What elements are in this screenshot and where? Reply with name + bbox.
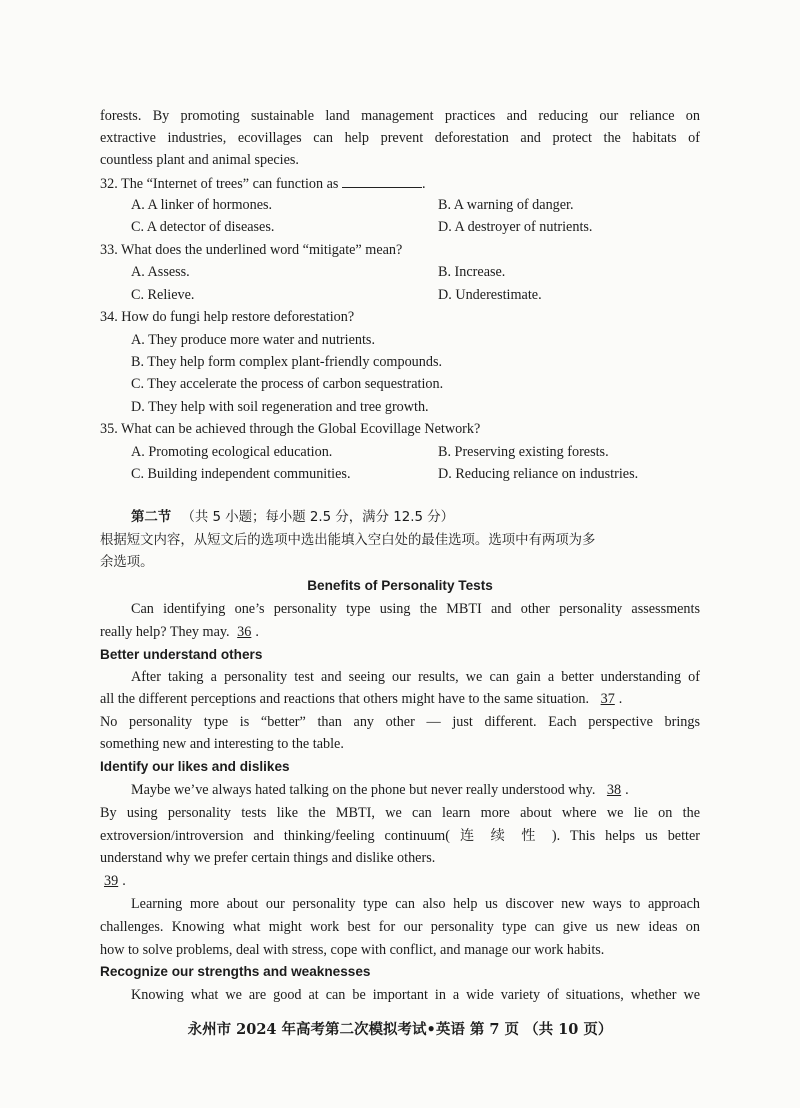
option-b: B. A warning of danger.: [438, 197, 574, 213]
answer-blank: [342, 173, 422, 188]
passage-line: countless plant and animal species.: [100, 152, 299, 168]
paragraph-text: Maybe we’ve always hated talking on the phone but never really understood why.: [131, 782, 596, 798]
blank-38: 38: [606, 782, 622, 798]
paragraph-line: how to solve problems, deal with stress, cope with conflict, and manage our work habits.: [100, 942, 605, 958]
question-33-stem: 33. What does the underlined word “mitigate” mean?: [100, 242, 403, 258]
paragraph-line: 39 .: [100, 871, 126, 891]
paragraph-line: After taking a personality test and seeing our results, we can gain a better understanding of: [131, 669, 700, 685]
question-35-stem: 35. What can be achieved through the Global Ecovillage Network?: [100, 421, 481, 437]
option-d: D. Underestimate.: [438, 287, 542, 303]
option-b: B. Increase.: [438, 264, 506, 280]
option-c: C. They accelerate the process of carbon sequestration.: [131, 376, 444, 392]
question-32-stem: [100, 173, 426, 194]
paragraph-line: Knowing what we are good at can be important in a wide variety of situations, whether we: [131, 987, 700, 1003]
paragraph-line: Can identifying one’s personality type using the MBTI and other personality assessments: [131, 601, 700, 617]
paragraph-text: really help? They may.: [100, 624, 230, 640]
paragraph-line: challenges. Knowing what might work best for our personality type can give us new ideas on: [100, 919, 700, 935]
paragraph-line: Learning more about our personality type can also help us discover new ways to approach: [131, 896, 700, 912]
page-footer: 永州市 2024 年高考第二次模拟考试•英语 第 7 页 （共 10 页）: [187, 1021, 613, 1038]
paragraph-line: No personality type is “better” than any other — just different. Each perspective brings: [100, 714, 700, 730]
paragraph-line: extroversion/introversion and thinking/feeling continuum( 连 续 性 ). This helps us better: [100, 828, 700, 844]
subheading: Better understand others: [100, 647, 263, 662]
paragraph-line: Maybe we’ve always hated talking on the phone but never really understood why. 38 .: [131, 782, 629, 798]
option-b: B. Preserving existing forests.: [438, 444, 609, 460]
question-stem-text: 32. The “Internet of trees” can function as: [100, 176, 339, 192]
option-a: A. A linker of hormones.: [131, 197, 273, 213]
section-heading: [131, 508, 454, 528]
passage-line: extractive industries, ecovillages can help prevent deforestation and protect the habitats of: [100, 130, 700, 146]
subheading: Identify our likes and dislikes: [100, 759, 290, 774]
paragraph-line: all the different perceptions and reactions that others might have to the same situation. 37 .: [100, 691, 623, 707]
section-title: 第二节: [131, 510, 172, 525]
question-34-stem: 34. How do fungi help restore deforestation?: [100, 309, 355, 325]
paragraph-line: understand why we prefer certain things and dislike others.: [100, 850, 436, 866]
blank-39: 39: [104, 873, 119, 889]
section-instruction: 余选项。: [100, 555, 154, 570]
option-a: A. Assess.: [131, 264, 190, 280]
blank-36: 36: [237, 624, 252, 640]
blank-37: 37: [600, 691, 615, 707]
section-scoring: （共 5 小题；每小题 2.5 分，满分 12.5 分）: [181, 510, 455, 525]
passage-line: forests. By promoting sustainable land management practices and reducing our reliance on: [100, 108, 700, 124]
subheading: Recognize our strengths and weaknesses: [100, 964, 371, 979]
option-a: A. They produce more water and nutrients.: [131, 332, 375, 348]
article-title: Benefits of Personality Tests: [307, 578, 493, 593]
option-c: C. A detector of diseases.: [131, 219, 275, 235]
option-b: B. They help form complex plant-friendly compounds.: [131, 354, 443, 370]
option-d: D. Reducing reliance on industries.: [438, 466, 639, 482]
paragraph-line: really help? They may. 36 .: [100, 624, 259, 640]
option-d: D. A destroyer of nutrients.: [438, 219, 593, 235]
option-a: A. Promoting ecological education.: [131, 444, 333, 460]
question-stem-end: .: [422, 176, 426, 192]
option-d: D. They help with soil regeneration and tree growth.: [131, 399, 429, 415]
section-instruction: 根据短文内容，从短文后的选项中选出能填入空白处的最佳选项。选项中有两项为多: [100, 533, 596, 548]
option-c: C. Relieve.: [131, 287, 195, 303]
paragraph-text: all the different perceptions and reactions that others might have to the same situation.: [100, 691, 590, 707]
paragraph-line: something new and interesting to the table.: [100, 736, 344, 752]
option-c: C. Building independent communities.: [131, 466, 351, 482]
paragraph-line: By using personality tests like the MBTI, we can learn more about where we lie on the: [100, 805, 700, 821]
